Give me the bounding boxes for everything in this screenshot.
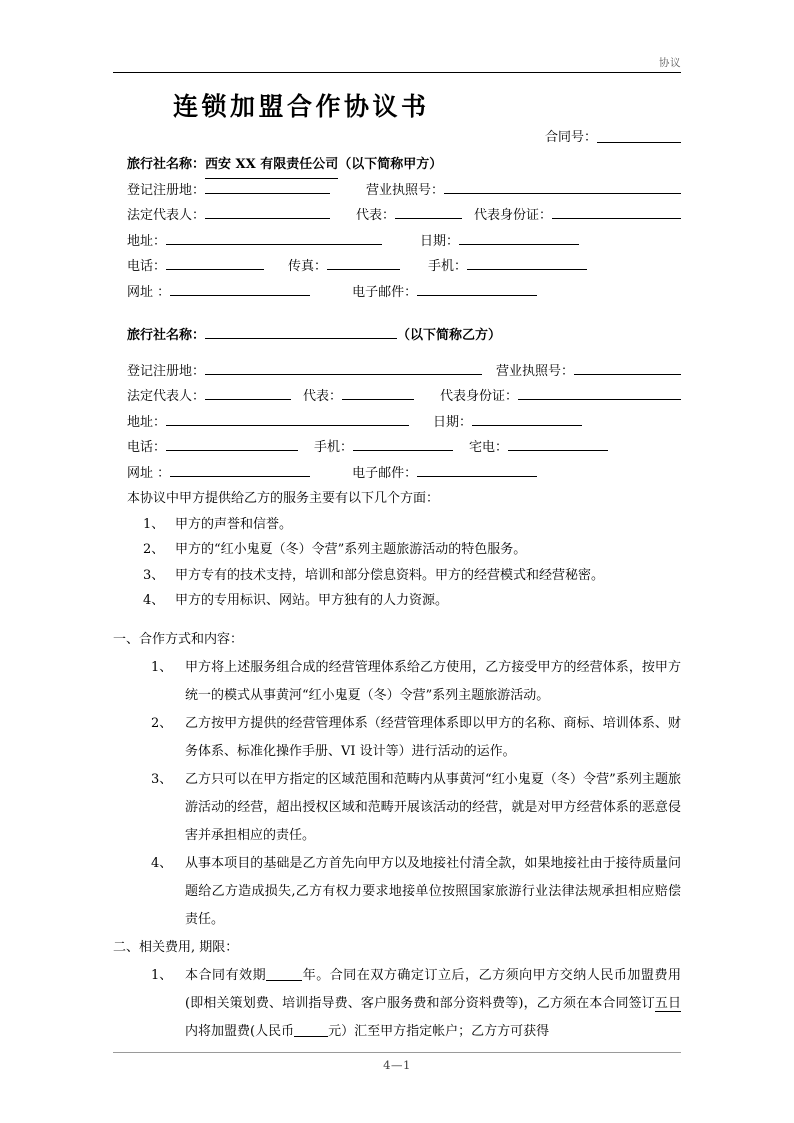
party-b-rep-label: 代表： <box>303 389 343 404</box>
contract-number-label: 合同号： <box>544 130 597 145</box>
service-item-text: 甲方的专用标识、网站。甲方独有的人力资源。 <box>175 593 449 608</box>
party-b-tel-blank[interactable] <box>166 437 298 451</box>
party-b-home-blank[interactable] <box>508 437 608 451</box>
section-two-item-number: 1、 <box>151 967 173 983</box>
section-two-item <box>113 962 681 1046</box>
section-one-item <box>113 766 681 850</box>
service-item <box>113 563 681 589</box>
section-two-text-b: 年。合同在双方确定订立后，乙方须向甲方交纳人民币加盟费用(即相关策划费、培训指导费、客户服务费和部分资料费等)，乙方须在本合同签订 <box>185 967 681 1011</box>
section-two-text-a: 本合同有效期 <box>185 967 267 983</box>
contract-number-blank[interactable] <box>597 129 681 143</box>
party-a-repid-label: 代表身份证： <box>474 208 553 223</box>
party-b-reg-label: 登记注册地： <box>127 363 206 379</box>
party-a-license-blank[interactable] <box>444 180 681 194</box>
section-one-item-number: 3、 <box>151 771 173 787</box>
page-footer <box>113 1052 681 1074</box>
services-intro: 本协议中甲方提供给乙方的服务主要有以下几个方面： <box>127 491 440 506</box>
section-one-item-text: 乙方只可以在甲方指定的区域范围和范畴内从事黄河“红小鬼夏（冬）令营”系列主题旅游活动的经营，超出授权区域和范畴开展该活动的经营，就是对甲方经营体系的恶意侵害并承担相应的责任。 <box>185 771 681 843</box>
party-b-tel-label: 电话： <box>127 440 167 455</box>
party-b-mobile-blank[interactable] <box>353 437 453 451</box>
section-one-item-number: 2、 <box>151 715 173 731</box>
page-number: 4—1 <box>383 1058 411 1072</box>
party-a-addr-label: 地址： <box>127 233 167 249</box>
party-a-legal-label: 法定代表人： <box>127 208 206 223</box>
party-a-web-row <box>113 280 681 306</box>
party-b-name-blank[interactable] <box>205 324 397 339</box>
party-b-legal-blank[interactable] <box>205 386 291 400</box>
contract-number-row <box>113 128 681 147</box>
party-b-email-label: 电子邮件： <box>352 465 418 481</box>
party-a-web-blank[interactable] <box>170 282 310 296</box>
party-a-reg-row <box>113 178 681 204</box>
header-rule <box>113 72 681 73</box>
party-b-addr-label: 地址： <box>127 414 167 430</box>
service-item-number: 1、 <box>143 516 165 532</box>
party-b-web-row <box>113 461 681 487</box>
party-b-email-blank[interactable] <box>417 463 537 477</box>
section-two-underlined: 五日 <box>654 995 681 1011</box>
section-one-item <box>113 710 681 766</box>
section-two-text-c: 内将加盟费(人民币 <box>185 1023 295 1039</box>
header-label: 协议 <box>659 57 681 69</box>
party-b-license-blank[interactable] <box>574 361 681 375</box>
party-a-date-blank[interactable] <box>459 231 579 245</box>
section-two-amount-blank[interactable] <box>294 1024 328 1037</box>
party-a-reg-label: 登记注册地： <box>127 182 206 198</box>
party-a-fax-blank[interactable] <box>327 256 400 270</box>
service-item-number: 3、 <box>143 567 165 583</box>
party-b-mobile-label: 手机： <box>314 440 354 455</box>
service-item-number: 2、 <box>143 542 165 557</box>
party-a-addr-blank[interactable] <box>166 231 382 245</box>
party-a-rep-blank[interactable] <box>395 205 462 219</box>
party-a-name-value: 西安 XX 有限责任公司 <box>205 152 338 179</box>
section-two-item-text <box>185 962 681 1046</box>
party-a-email-label: 电子邮件： <box>352 284 418 300</box>
party-b-legal-row <box>113 384 681 410</box>
page-title: 连锁加盟合作协议书 <box>173 92 430 121</box>
party-a-legal-row <box>113 203 681 229</box>
section-one-item-text: 甲方将上述服务组合成的经营管理体系给乙方使用，乙方接受甲方的经营体系，按甲方统一的模式从事黄河“红小鬼夏（冬）令营”系列主题旅游活动。 <box>185 659 681 703</box>
party-a-fax-label: 传真： <box>288 259 328 274</box>
party-b-name-row <box>113 323 681 349</box>
party-a-license-label: 营业执照号： <box>366 182 445 198</box>
party-a-name-suffix: （以下简称甲方） <box>338 157 443 172</box>
section-two-heading: 二、相关费用, 期限： <box>113 939 239 955</box>
party-b-home-label: 宅电： <box>469 440 509 455</box>
party-a-legal-blank[interactable] <box>205 205 330 219</box>
party-b-reg-blank[interactable] <box>205 361 482 375</box>
section-two-text-d: 元）汇至甲方指定帐户；乙方方可获得 <box>328 1023 550 1039</box>
party-b-legal-label: 法定代表人： <box>127 389 206 404</box>
party-b-addr-blank[interactable] <box>166 412 409 426</box>
party-b-name-label: 旅行社名称： <box>127 328 206 343</box>
party-b-addr-row <box>113 410 681 436</box>
service-item <box>113 537 681 563</box>
service-item <box>113 588 681 614</box>
party-a-web-label: 网址 ： <box>127 284 171 300</box>
party-b-repid-blank[interactable] <box>518 386 681 400</box>
party-a-rep-label: 代表： <box>356 208 396 223</box>
document-body <box>113 152 681 1046</box>
party-a-date-label: 日期： <box>420 233 460 249</box>
service-item-number: 4、 <box>143 593 165 608</box>
running-header <box>113 56 681 73</box>
party-a-addr-row <box>113 229 681 255</box>
service-item-text: 甲方的声誉和信誉。 <box>175 516 293 532</box>
section-one-item <box>113 654 681 710</box>
party-b-rep-blank[interactable] <box>342 386 414 400</box>
party-b-web-blank[interactable] <box>170 463 310 477</box>
party-a-tel-blank[interactable] <box>166 256 264 270</box>
service-item-text: 甲方专有的技术支持，培训和部分偿息资料。甲方的经营模式和经营秘密。 <box>175 567 605 583</box>
party-b-date-label: 日期： <box>433 414 473 430</box>
party-b-license-label: 营业执照号： <box>496 363 575 379</box>
party-a-name-label: 旅行社名称： <box>127 157 206 172</box>
party-b-repid-label: 代表身份证： <box>440 389 519 404</box>
section-one-heading: 一、合作方式和内容： <box>113 631 244 647</box>
party-b-reg-row <box>113 359 681 385</box>
party-b-name-suffix: （以下简称乙方） <box>397 328 502 343</box>
service-item <box>113 512 681 538</box>
section-one-item-number: 4、 <box>151 855 173 871</box>
party-a-repid-blank[interactable] <box>552 205 681 219</box>
party-a-mobile-label: 手机： <box>428 259 468 274</box>
party-b-tel-row <box>113 435 681 461</box>
section-one-item-text: 从事本项目的基础是乙方首先向甲方以及地接社付清全款，如果地接社由于接待质量问题给乙方造成损失,乙方有权力要求地接单位按照国家旅游行业法律法规承担相应赔偿责任。 <box>185 855 681 927</box>
party-a-name-row <box>113 152 681 178</box>
service-item-text: 甲方的“红小鬼夏（冬）令营”系列主题旅游活动的特色服务。 <box>175 542 527 557</box>
section-one-item <box>113 850 681 934</box>
party-a-tel-label: 电话： <box>127 259 167 274</box>
party-a-tel-row <box>113 254 681 280</box>
party-b-web-label: 网址 ： <box>127 465 171 481</box>
party-a-mobile-blank[interactable] <box>467 256 587 270</box>
section-one-item-number: 1、 <box>151 659 173 675</box>
section-two-years-blank[interactable] <box>266 968 302 981</box>
party-a-email-blank[interactable] <box>417 282 537 296</box>
party-a-reg-blank[interactable] <box>205 180 330 194</box>
party-b-date-blank[interactable] <box>472 412 582 426</box>
section-one-item-text: 乙方按甲方提供的经营管理体系（经营管理体系即以甲方的名称、商标、培训体系、财务体系、标准化操作手册、VI 设计等）进行活动的运作。 <box>185 715 681 759</box>
